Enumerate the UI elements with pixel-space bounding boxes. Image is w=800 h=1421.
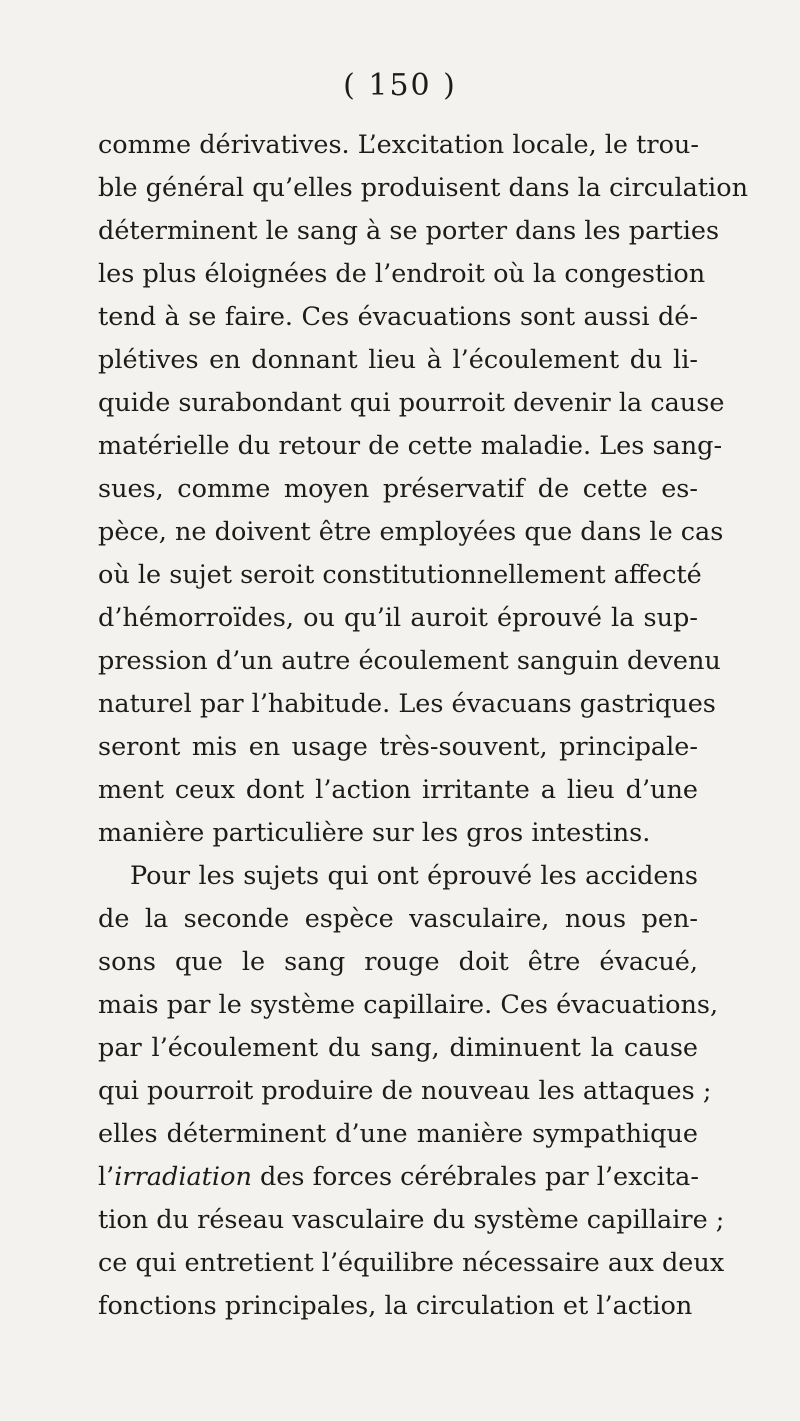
italic-term: irradiation: [114, 1162, 252, 1192]
text-line: seront mis en usage très-souvent, principale-: [98, 732, 698, 762]
text-line: [98, 1156, 698, 1199]
text-line: par l’écoulement du sang, diminuent la cause: [98, 1033, 698, 1063]
text-segment: l’: [98, 1162, 115, 1192]
text-line: matérielle du retour de cette maladie. Les sang-: [98, 431, 723, 461]
text-line: qui pourroit produire de nouveau les attaques ;: [98, 1076, 712, 1106]
text-line: manière particulière sur les gros intestins.: [98, 818, 651, 848]
text-line: comme dérivatives. L’excitation locale, le trou-: [98, 130, 699, 160]
text-line: fonctions principales, la circulation et l’action: [98, 1291, 693, 1321]
text-line: pression d’un autre écoulement sanguin devenu: [98, 646, 721, 676]
body-text: [98, 124, 748, 1328]
text-line: pèce, ne doivent être employées que dans le cas: [98, 517, 724, 547]
text-line: ment ceux dont l’action irritante a lieu d’une: [98, 775, 698, 805]
text-line: Pour les sujets qui ont éprouvé les accidens: [130, 861, 698, 891]
text-line: déterminent le sang à se porter dans les parties: [98, 216, 720, 246]
page-number: ( 150 ): [343, 68, 457, 103]
text-line: quide surabondant qui pourroit devenir la cause: [98, 388, 725, 418]
text-line: les plus éloignées de l’endroit où la congestion: [98, 259, 706, 289]
text-line: sues, comme moyen préservatif de cette es-: [98, 474, 698, 504]
text-line: d’hémorroïdes, ou qu’il auroit éprouvé la sup-: [98, 603, 698, 633]
text-line: naturel par l’habitude. Les évacuans gastriques: [98, 689, 716, 719]
text-line: tion du réseau vasculaire du système capillaire ;: [98, 1205, 725, 1235]
text-line: de la seconde espèce vasculaire, nous pen-: [98, 904, 698, 934]
text-line: sons que le sang rouge doit être évacué,: [98, 947, 698, 977]
text-line: elles déterminent d’une manière sympathique: [98, 1119, 698, 1149]
text-line: tend à se faire. Ces évacuations sont aussi dé-: [98, 302, 698, 332]
text-line: plétives en donnant lieu à l’écoulement du li-: [98, 345, 698, 375]
text-line: ble général qu’elles produisent dans la circulation: [98, 173, 748, 203]
text-segment: des forces cérébrales par l’excita-: [251, 1162, 699, 1192]
text-line: où le sujet seroit constitutionnellement affecté: [98, 560, 702, 590]
text-line: mais par le système capillaire. Ces évacuations,: [98, 990, 719, 1020]
text-line: ce qui entretient l’équilibre nécessaire aux deux: [98, 1248, 725, 1278]
